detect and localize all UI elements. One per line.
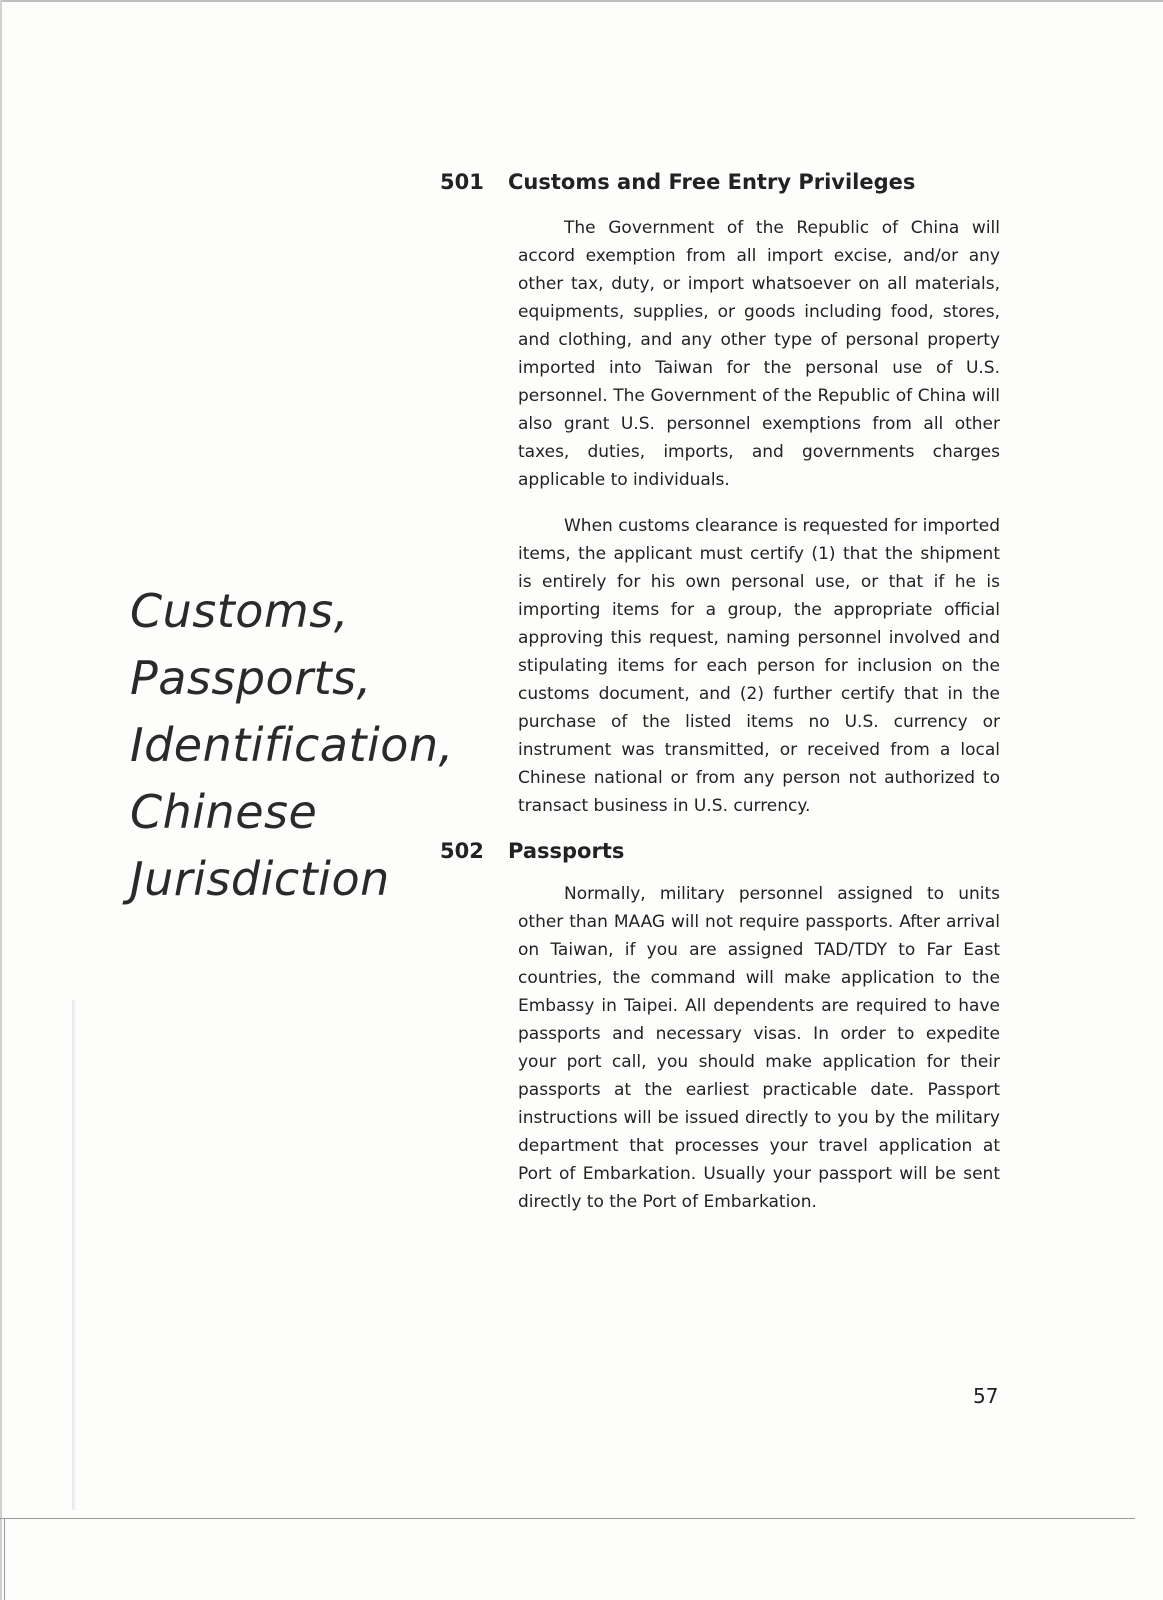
- scan-fold-corner: [4, 1518, 5, 1600]
- chapter-title-line: Identification,: [130, 718, 454, 772]
- scan-fold-line: [0, 1518, 1135, 1519]
- section-501-paragraph-2: When customs clearance is requested for imported items, the applicant must certify (1) that the shipment is entirely for his own personal use, or that if he is importing items for a group, the appropriate official approving this request, naming personnel involved and stipulating items for each person for inclusion on the customs document, and (2) further certify that in the purchase of the listed items no U.S. currency or instrument was transmitted, or received from a local Chinese national or from any person not authorized to transact business in U.S. currency.: [518, 516, 1000, 816]
- scan-edge-top: [0, 0, 1163, 2]
- section-501-paragraph-1: The Government of the Republic of China will accord exemption from all import excise, and/or any other tax, duty, or import whatsoever on all materials, equipments, supplies, or goods including food, stores, and clothing, and any other type of personal property imported into Taiwan for the personal use of U.S. personnel. The Government of the Republic of China will also grant U.S. personnel exemptions from all other taxes, duties, imports, and governments charges applicable to individuals.: [518, 218, 1000, 490]
- section-501-title: Customs and Free Entry Privileges: [508, 170, 916, 194]
- page-number: 57: [973, 1384, 999, 1408]
- chapter-title-line: Chinese: [130, 785, 318, 839]
- section-502-title: Passports: [508, 839, 625, 863]
- chapter-title-line: Jurisdiction: [130, 852, 390, 906]
- section-502-paragraph-1: Normally, military personnel assigned to units other than MAAG will not require passports. After arrival on Taiwan, if you are assigned TAD/TDY to Far East countries, the command will make application to the Embassy in Taipei. All dependents are required to have passports and necessary visas. In order to expedite your port call, you should make application for their passports at the earliest practicable date. Passport instructions will be issued directly to you by the military department that processes your travel application at Port of Embarkation. Usually your passport will be sent directly to the Port of Embarkation.: [518, 884, 1000, 1212]
- chapter-title-line: Customs,: [130, 584, 349, 638]
- scan-gutter-shadow: [72, 1000, 76, 1510]
- chapter-title-line: Passports,: [130, 651, 372, 705]
- scan-edge-left: [0, 0, 2, 1600]
- chapter-title: [130, 578, 454, 913]
- section-502-number: 502: [440, 839, 484, 863]
- section-501-number: 501: [440, 170, 484, 194]
